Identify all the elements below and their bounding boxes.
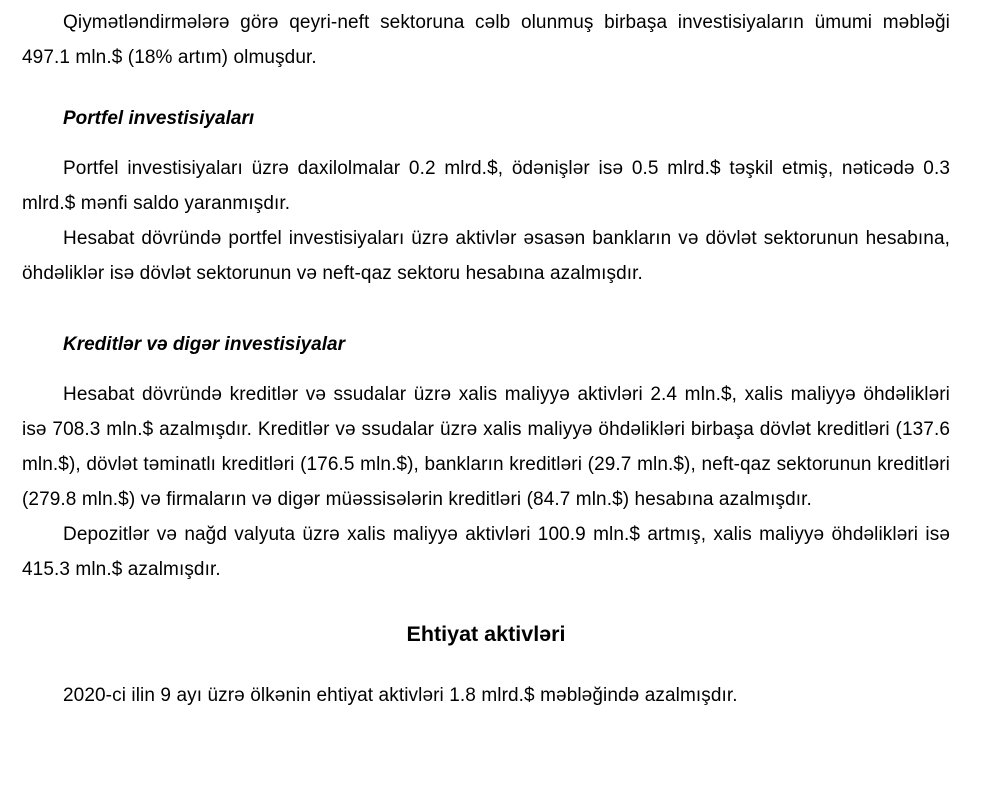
paragraph-direct-investments: Qiymətləndirmələrə görə qeyri-neft sektoruna cəlb olunmuş birbaşa investisiyaların ümumi məbləği 497.1 mln.$ (18% artım) olmuşdur. — [22, 12, 950, 68]
paragraph-portfolio-assets: Hesabat dövründə portfel investisiyaları üzrə aktivlər əsasən bankların və dövlət sektorunun hesabına, öhdəliklər isə dövlət sektorunun və neft-qaz sektoru hesabına azalmışdır. — [22, 228, 950, 284]
paragraph-credits-loans: Hesabat dövründə kreditlər və ssudalar üzrə xalis maliyyə aktivləri 2.4 mln.$, xalis maliyyə öhdəlikləri isə 708.3 mln.$ azalmışdır. Kreditlər və ssudalar üzrə xalis maliyyə öhdəlikləri birbaşa dövlət kreditləri (137.6 mln.$), dövlət təminatlı kreditləri (176.5 mln.$), bankların kreditləri (29.7 mln.$), neft-qaz sektorunun kreditləri (279.8 mln.$) və firmaların və digər müəssisələrin kreditləri (84.7 mln.$) hesabına azalmışdır. — [22, 384, 950, 510]
paragraph-reserve-assets-2020: 2020-ci ilin 9 ayı üzrə ölkənin ehtiyat aktivləri 1.8 mlrd.$ məbləğində azalmışdır. — [63, 685, 738, 706]
heading-portfolio-investments: Portfel investisiyaları — [63, 108, 255, 129]
heading-reserve-assets: Ehtiyat aktivləri — [406, 622, 566, 646]
heading-credits-other-investments: Kreditlər və digər investisiyalar — [63, 334, 345, 355]
paragraph-deposits-cash: Depozitlər və nağd valyuta üzrə xalis maliyyə aktivləri 100.9 mln.$ artmış, xalis maliyyə öhdəlikləri isə 415.3 mln.$ azalmışdır. — [22, 524, 950, 580]
paragraph-portfolio-flows: Portfel investisiyaları üzrə daxilolmalar 0.2 mlrd.$, ödənişlər isə 0.5 mlrd.$ təşkil etmiş, nəticədə 0.3 mlrd.$ mənfi saldo yaranmışdır. — [22, 158, 950, 214]
